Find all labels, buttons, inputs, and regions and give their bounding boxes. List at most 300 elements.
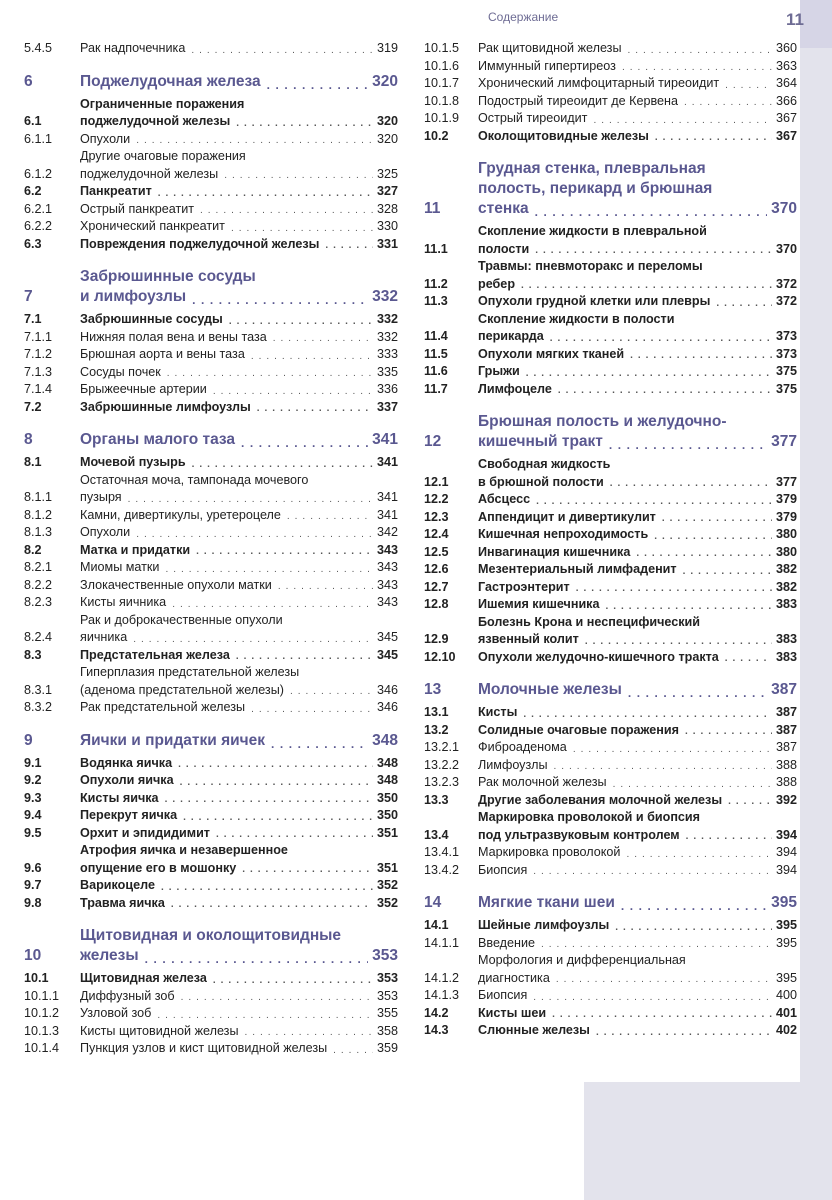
toc-page-number: 320 (372, 72, 398, 90)
toc-subsection[interactable] (424, 75, 797, 93)
toc-subsection[interactable] (24, 201, 398, 219)
dot-leader (167, 367, 373, 381)
toc-subsection[interactable] (424, 862, 797, 880)
toc-subsection[interactable] (24, 218, 398, 236)
toc-number: 11.7 (424, 381, 448, 396)
toc-number: 11.2 (424, 276, 448, 291)
toc-number: 14.1.1 (424, 935, 460, 950)
toc-page-number: 348 (376, 755, 398, 770)
dot-leader (251, 703, 373, 717)
toc-title-line: Слюнные железы (478, 1023, 590, 1037)
toc-page-number: 341 (376, 490, 398, 504)
dot-leader (558, 384, 772, 398)
dot-leader (628, 686, 767, 700)
toc-title-line: Нижняя полая вена и вены таза (80, 329, 267, 344)
toc-subsection[interactable] (424, 935, 797, 953)
toc-page-number: 332 (372, 288, 398, 305)
toc-title-line: Брюшная полость и желудочно- (478, 413, 727, 430)
toc-title-line: Опухоли яичка (80, 773, 174, 787)
toc-title-line: Острый тиреоидит (478, 111, 588, 125)
toc-number: 8 (24, 431, 33, 448)
toc-subsection[interactable] (424, 987, 797, 1005)
toc-number: 9 (24, 731, 33, 749)
toc-subsection[interactable] (424, 93, 797, 111)
toc-section[interactable] (424, 704, 797, 722)
toc-section[interactable] (424, 722, 797, 740)
toc-subsection[interactable] (24, 559, 398, 577)
toc-section[interactable] (24, 825, 398, 843)
dot-leader (615, 921, 772, 935)
toc-subsection[interactable] (424, 757, 797, 775)
toc-subsection[interactable] (24, 40, 398, 58)
toc-subsection[interactable] (424, 58, 797, 76)
toc-title-line: Опухоли мягких тканей (478, 346, 625, 361)
toc-number: 6.2 (24, 184, 42, 198)
toc-title-line: Яички и придатки яичек (80, 731, 266, 749)
toc-page-number: 360 (775, 41, 797, 55)
toc-number: 13 (424, 681, 442, 698)
toc-title-line: Повреждения поджелудочной железы (80, 236, 320, 251)
toc-section[interactable] (24, 236, 398, 254)
toc-title-line: Гастроэнтерит (478, 579, 570, 594)
toc-title-line: Матка и придатки (80, 542, 191, 557)
toc-section[interactable] (424, 579, 797, 597)
toc-section[interactable] (424, 128, 797, 146)
toc-number: 14.2 (424, 1005, 449, 1020)
toc-page-number: 332 (376, 329, 398, 344)
toc-chapter[interactable] (424, 893, 797, 913)
dot-leader (192, 458, 373, 472)
toc-section[interactable] (424, 223, 797, 258)
dot-leader (628, 44, 772, 58)
toc-subsection[interactable] (424, 844, 797, 862)
toc-title-line: Остаточная моча, тампонада мочевого (80, 472, 309, 487)
dot-leader (181, 991, 373, 1005)
toc-title-line: Солидные очаговые поражения (478, 722, 680, 737)
toc-section[interactable] (424, 917, 797, 935)
toc-number: 11 (424, 200, 441, 217)
toc-number: 14.3 (424, 1023, 449, 1037)
toc-page-number: 343 (376, 542, 398, 557)
toc-section[interactable] (424, 293, 797, 311)
toc-number: 13.2.2 (424, 757, 460, 772)
dot-leader (192, 293, 368, 307)
dot-leader (626, 848, 772, 862)
toc-subsection[interactable] (24, 1005, 398, 1023)
toc-page-number: 392 (775, 792, 797, 807)
toc-subsection[interactable] (24, 364, 398, 382)
toc-number: 10.1.4 (24, 1041, 60, 1055)
toc-section[interactable] (24, 542, 398, 560)
toc-title-line: Рак предстательной железы (80, 700, 246, 714)
toc-title-line: Иммунный гипертиреоз (478, 58, 616, 73)
toc-number: 9.1 (24, 755, 42, 770)
toc-title-line: Поджелудочная железа (80, 72, 261, 90)
toc-title-line: Шейные лимфоузлы (478, 918, 610, 932)
dot-leader (521, 279, 772, 293)
toc-number: 10.1.5 (424, 41, 460, 55)
dot-leader (180, 776, 373, 790)
toc-number: 6.2.2 (24, 219, 53, 233)
toc-section[interactable] (424, 491, 797, 509)
toc-column-left (24, 40, 398, 1058)
toc-page-number: 373 (775, 346, 797, 361)
toc-subsection[interactable] (24, 612, 398, 647)
toc-number: 9.4 (24, 808, 42, 822)
toc-page-number: 355 (376, 1006, 398, 1020)
toc-page-number: 346 (376, 700, 398, 714)
toc-title-line: яичника (80, 630, 128, 644)
toc-subsection[interactable] (24, 524, 398, 542)
toc-section[interactable] (24, 790, 398, 808)
toc-title-line: Кисты шеи (478, 1005, 547, 1020)
toc-subsection[interactable] (24, 329, 398, 347)
toc-number: 8.1.3 (24, 525, 53, 539)
toc-subsection[interactable] (24, 699, 398, 717)
toc-title-line: Молочные железы (478, 681, 622, 698)
toc-title-line: Опухоли грудной клетки или плевры (478, 294, 711, 308)
dot-leader (526, 367, 772, 381)
dot-leader (533, 991, 772, 1005)
toc-section[interactable] (24, 842, 398, 877)
toc-section[interactable] (424, 544, 797, 562)
toc-page-number: 372 (775, 294, 797, 308)
toc-title-line: Атрофия яичка и незавершенное (80, 843, 288, 857)
toc-section[interactable] (24, 755, 398, 773)
toc-subsection[interactable] (424, 952, 797, 987)
dot-leader (178, 758, 373, 772)
toc-page-number: 336 (376, 382, 398, 396)
dot-leader (621, 899, 767, 913)
toc-page-number: 333 (376, 347, 398, 361)
dot-leader (267, 78, 369, 92)
dot-leader (136, 134, 373, 148)
toc-section[interactable] (24, 970, 398, 988)
toc-number: 8.2.1 (24, 560, 53, 574)
toc-title-line: Щитовидная и околощитовидные (80, 927, 342, 944)
toc-chapter[interactable] (24, 731, 398, 751)
toc-number: 9.5 (24, 825, 42, 840)
dot-leader (236, 117, 373, 131)
toc-chapter[interactable] (424, 412, 797, 452)
toc-number: 12.5 (424, 544, 449, 559)
toc-number: 13.4.1 (424, 845, 460, 859)
dot-leader (229, 315, 373, 329)
toc-title-line: Забрюшинные лимфоузлы (80, 399, 251, 414)
toc-page-number: 370 (771, 200, 797, 217)
dot-leader (196, 545, 373, 559)
toc-number: 13.1 (424, 705, 449, 719)
dot-leader (231, 222, 373, 236)
toc-subsection[interactable] (24, 131, 398, 149)
dot-leader (654, 530, 772, 544)
toc-chapter[interactable] (424, 680, 797, 700)
toc-number: 13.4 (424, 827, 449, 842)
toc-title-line: Грыжи (478, 364, 520, 378)
toc-page-number: 401 (775, 1005, 797, 1020)
toc-subsection[interactable] (24, 664, 398, 699)
toc-chapter[interactable] (24, 926, 398, 966)
dot-leader (533, 865, 772, 879)
toc-title-line: Фиброаденома (478, 740, 567, 754)
toc-number: 5.4.5 (24, 41, 53, 55)
dot-leader (554, 760, 772, 774)
toc-page-number: 341 (376, 507, 398, 522)
toc-page-number: 352 (376, 895, 398, 910)
toc-number: 6.3 (24, 236, 42, 251)
toc-section[interactable] (424, 614, 797, 649)
dot-leader (684, 96, 772, 110)
toc-page-number: 343 (376, 595, 398, 609)
toc-title-line: Рак и доброкачественные опухоли (80, 612, 283, 627)
toc-title-line: Забрюшинные сосуды (80, 268, 256, 285)
toc-page-number: 327 (376, 184, 398, 198)
toc-section[interactable] (24, 454, 398, 472)
toc-number: 10.2 (424, 128, 449, 143)
toc-title-line: перикарда (478, 329, 544, 343)
toc-page-number: 341 (376, 455, 398, 469)
toc-page-number: 395 (771, 894, 797, 911)
toc-subsection[interactable] (424, 40, 797, 58)
toc-subsection[interactable] (24, 1023, 398, 1041)
toc-number: 11.4 (424, 329, 448, 343)
toc-number: 7.1 (24, 312, 42, 326)
toc-subsection[interactable] (24, 472, 398, 507)
toc-section[interactable] (424, 346, 797, 364)
toc-title-line: полости (478, 241, 530, 256)
toc-section[interactable] (24, 895, 398, 913)
toc-page-number: 379 (775, 509, 797, 524)
dot-leader (251, 350, 373, 364)
dot-leader (725, 652, 772, 666)
toc-title-line: Аппендицит и дивертикулит (478, 509, 656, 524)
toc-chapter[interactable] (24, 267, 398, 307)
toc-title-line: Болезнь Крона и неспецифический (478, 614, 701, 629)
toc-title-line: под ультразвуковым контролем (478, 827, 680, 842)
toc-number: 8.3.1 (24, 682, 53, 697)
toc-number: 7.1.1 (24, 329, 53, 344)
toc-page-number: 332 (376, 312, 398, 326)
toc-subsection[interactable] (24, 346, 398, 364)
toc-section[interactable] (424, 526, 797, 544)
toc-section[interactable] (424, 649, 797, 667)
toc-page-number: 359 (376, 1041, 398, 1055)
toc-number: 14 (424, 894, 442, 911)
toc-number: 6.1 (24, 114, 42, 128)
dot-leader (556, 973, 772, 987)
toc-subsection[interactable] (424, 774, 797, 792)
dot-leader (550, 332, 772, 346)
toc-page-number: 387 (771, 681, 797, 698)
toc-page-number: 343 (376, 560, 398, 574)
toc-number: 7.1.2 (24, 347, 53, 361)
dot-leader (216, 828, 373, 842)
dot-leader (535, 205, 768, 219)
dot-leader (610, 477, 772, 491)
toc-page-number: 382 (775, 562, 797, 576)
toc-title-line: Опухоли (80, 131, 131, 146)
dot-leader (236, 650, 373, 664)
toc-subsection[interactable] (24, 577, 398, 595)
toc-subsection[interactable] (24, 1040, 398, 1058)
toc-chapter[interactable] (24, 430, 398, 450)
toc-section[interactable] (424, 311, 797, 346)
dot-leader (622, 61, 772, 75)
toc-page-number: 395 (775, 970, 797, 985)
toc-page-number: 346 (376, 682, 398, 697)
toc-subsection[interactable] (424, 110, 797, 128)
toc-title-line: диагностика (478, 970, 550, 985)
toc-title-line: Брыжеечные артерии (80, 382, 207, 396)
dot-leader (290, 685, 373, 699)
toc-title-line: Кисты яичника (80, 595, 167, 609)
toc-section[interactable] (424, 456, 797, 491)
toc-page-number: 394 (775, 862, 797, 877)
toc-title-line: Пункция узлов и кист щитовидной железы (80, 1041, 328, 1055)
toc-section[interactable] (424, 381, 797, 399)
toc-subsection[interactable] (24, 148, 398, 183)
dot-leader (585, 635, 772, 649)
toc-chapter[interactable] (24, 72, 398, 92)
toc-number: 13.2.3 (424, 775, 460, 789)
toc-title-line: Рак щитовидной железы (478, 41, 622, 55)
toc-title-line: Кисты щитовидной железы (80, 1023, 239, 1038)
toc-page-number: 350 (376, 808, 398, 822)
toc-page-number: 320 (376, 114, 398, 128)
toc-title-line: Другие заболевания молочной железы (478, 792, 723, 807)
dot-leader (655, 131, 772, 145)
toc-title-line: Кишечная непроходимость (478, 527, 649, 541)
toc-number: 12.3 (424, 509, 449, 524)
toc-page-number: 395 (775, 918, 797, 932)
dot-leader (325, 239, 373, 253)
toc-title-line: Перекрут яичка (80, 808, 178, 822)
toc-title-line: Рак надпочечника (80, 41, 186, 55)
dot-leader (145, 952, 369, 966)
toc-number: 10 (24, 947, 42, 964)
toc-page-number: 353 (376, 971, 398, 985)
dot-leader (630, 349, 772, 363)
toc-page-number: 341 (372, 431, 398, 448)
toc-page-number: 363 (775, 58, 797, 73)
toc-page-number: 394 (775, 827, 797, 842)
toc-section[interactable] (24, 96, 398, 131)
toc-section[interactable] (424, 1005, 797, 1023)
dot-leader (686, 830, 772, 844)
toc-number: 8.2.3 (24, 595, 53, 609)
toc-section[interactable] (24, 399, 398, 417)
dot-leader (128, 493, 373, 507)
toc-number: 11.6 (424, 364, 448, 378)
toc-page-number: 375 (775, 381, 797, 396)
toc-title-line: Маркировка проволокой (478, 845, 621, 859)
toc-subsection[interactable] (24, 381, 398, 399)
toc-title-line: (аденома предстательной железы) (80, 682, 284, 697)
toc-section[interactable] (24, 183, 398, 201)
toc-subsection[interactable] (24, 507, 398, 525)
toc-section[interactable] (24, 647, 398, 665)
toc-section[interactable] (24, 807, 398, 825)
dot-leader (606, 600, 772, 614)
dot-leader (728, 795, 772, 809)
toc-number: 6.1.1 (24, 131, 53, 146)
dot-leader (213, 385, 373, 399)
toc-section[interactable] (424, 363, 797, 381)
toc-title-line: Свободная жидкость (478, 457, 611, 471)
toc-number: 12.8 (424, 597, 449, 611)
toc-page-number: 379 (775, 492, 797, 506)
toc-title-line: стенка (478, 200, 529, 217)
toc-section[interactable] (424, 509, 797, 527)
toc-section[interactable] (424, 596, 797, 614)
toc-page-number: 353 (372, 947, 398, 964)
toc-page-number: 382 (775, 579, 797, 594)
toc-page-number: 348 (376, 773, 398, 787)
toc-section[interactable] (24, 311, 398, 329)
toc-subsection[interactable] (24, 988, 398, 1006)
toc-page-number: 394 (775, 845, 797, 859)
dot-leader (241, 436, 368, 450)
toc-title-line: Предстательная железа (80, 647, 230, 662)
toc-page-number: 331 (376, 236, 398, 251)
toc-section[interactable] (24, 877, 398, 895)
toc-page-number: 342 (376, 525, 398, 539)
dot-leader (636, 547, 772, 561)
toc-page-number: 337 (376, 399, 398, 414)
toc-section[interactable] (424, 1022, 797, 1040)
toc-subsection[interactable] (424, 739, 797, 757)
toc-page-number: 377 (775, 474, 797, 489)
dot-leader (171, 898, 373, 912)
toc-section[interactable] (424, 561, 797, 579)
toc-title-line: Кисты (478, 705, 518, 719)
toc-title-line: Скопление жидкости в плевральной (478, 224, 707, 238)
toc-number: 12 (424, 433, 442, 450)
dot-leader (609, 438, 767, 452)
dot-leader (535, 244, 772, 258)
toc-number: 6.2.1 (24, 201, 53, 216)
toc-chapter[interactable] (424, 159, 797, 219)
toc-page-number: 367 (775, 111, 797, 125)
toc-section[interactable] (424, 792, 797, 810)
toc-section[interactable] (424, 809, 797, 844)
toc-column-right (424, 40, 797, 1040)
dot-leader (593, 114, 772, 128)
dot-leader (183, 811, 373, 825)
dot-leader (685, 725, 772, 739)
toc-section[interactable] (24, 772, 398, 790)
toc-section[interactable] (424, 258, 797, 293)
toc-subsection[interactable] (24, 594, 398, 612)
toc-page-number: 352 (376, 878, 398, 892)
dot-leader (552, 1008, 772, 1022)
toc-title-line: Ишемия кишечника (478, 597, 600, 611)
toc-title-line: Орхит и эпидидимит (80, 825, 210, 840)
toc-number: 8.1 (24, 455, 42, 469)
toc-page-number: 373 (775, 329, 797, 343)
toc-title-line: Хронический лимфоцитарный тиреоидит (478, 76, 720, 90)
dot-leader (536, 495, 772, 509)
toc-title-line: Кисты яичка (80, 790, 159, 805)
toc-title-line: Рак молочной железы (478, 775, 607, 789)
toc-number: 8.3.2 (24, 700, 53, 714)
toc-page-number: 366 (775, 93, 797, 108)
toc-number: 13.3 (424, 792, 449, 807)
toc-number: 10.1.8 (424, 93, 460, 108)
toc-title-line: железы (80, 947, 139, 964)
toc-title-line: Травмы: пневмоторакс и переломы (478, 259, 703, 273)
toc-title-line: Опухоли (80, 525, 131, 539)
